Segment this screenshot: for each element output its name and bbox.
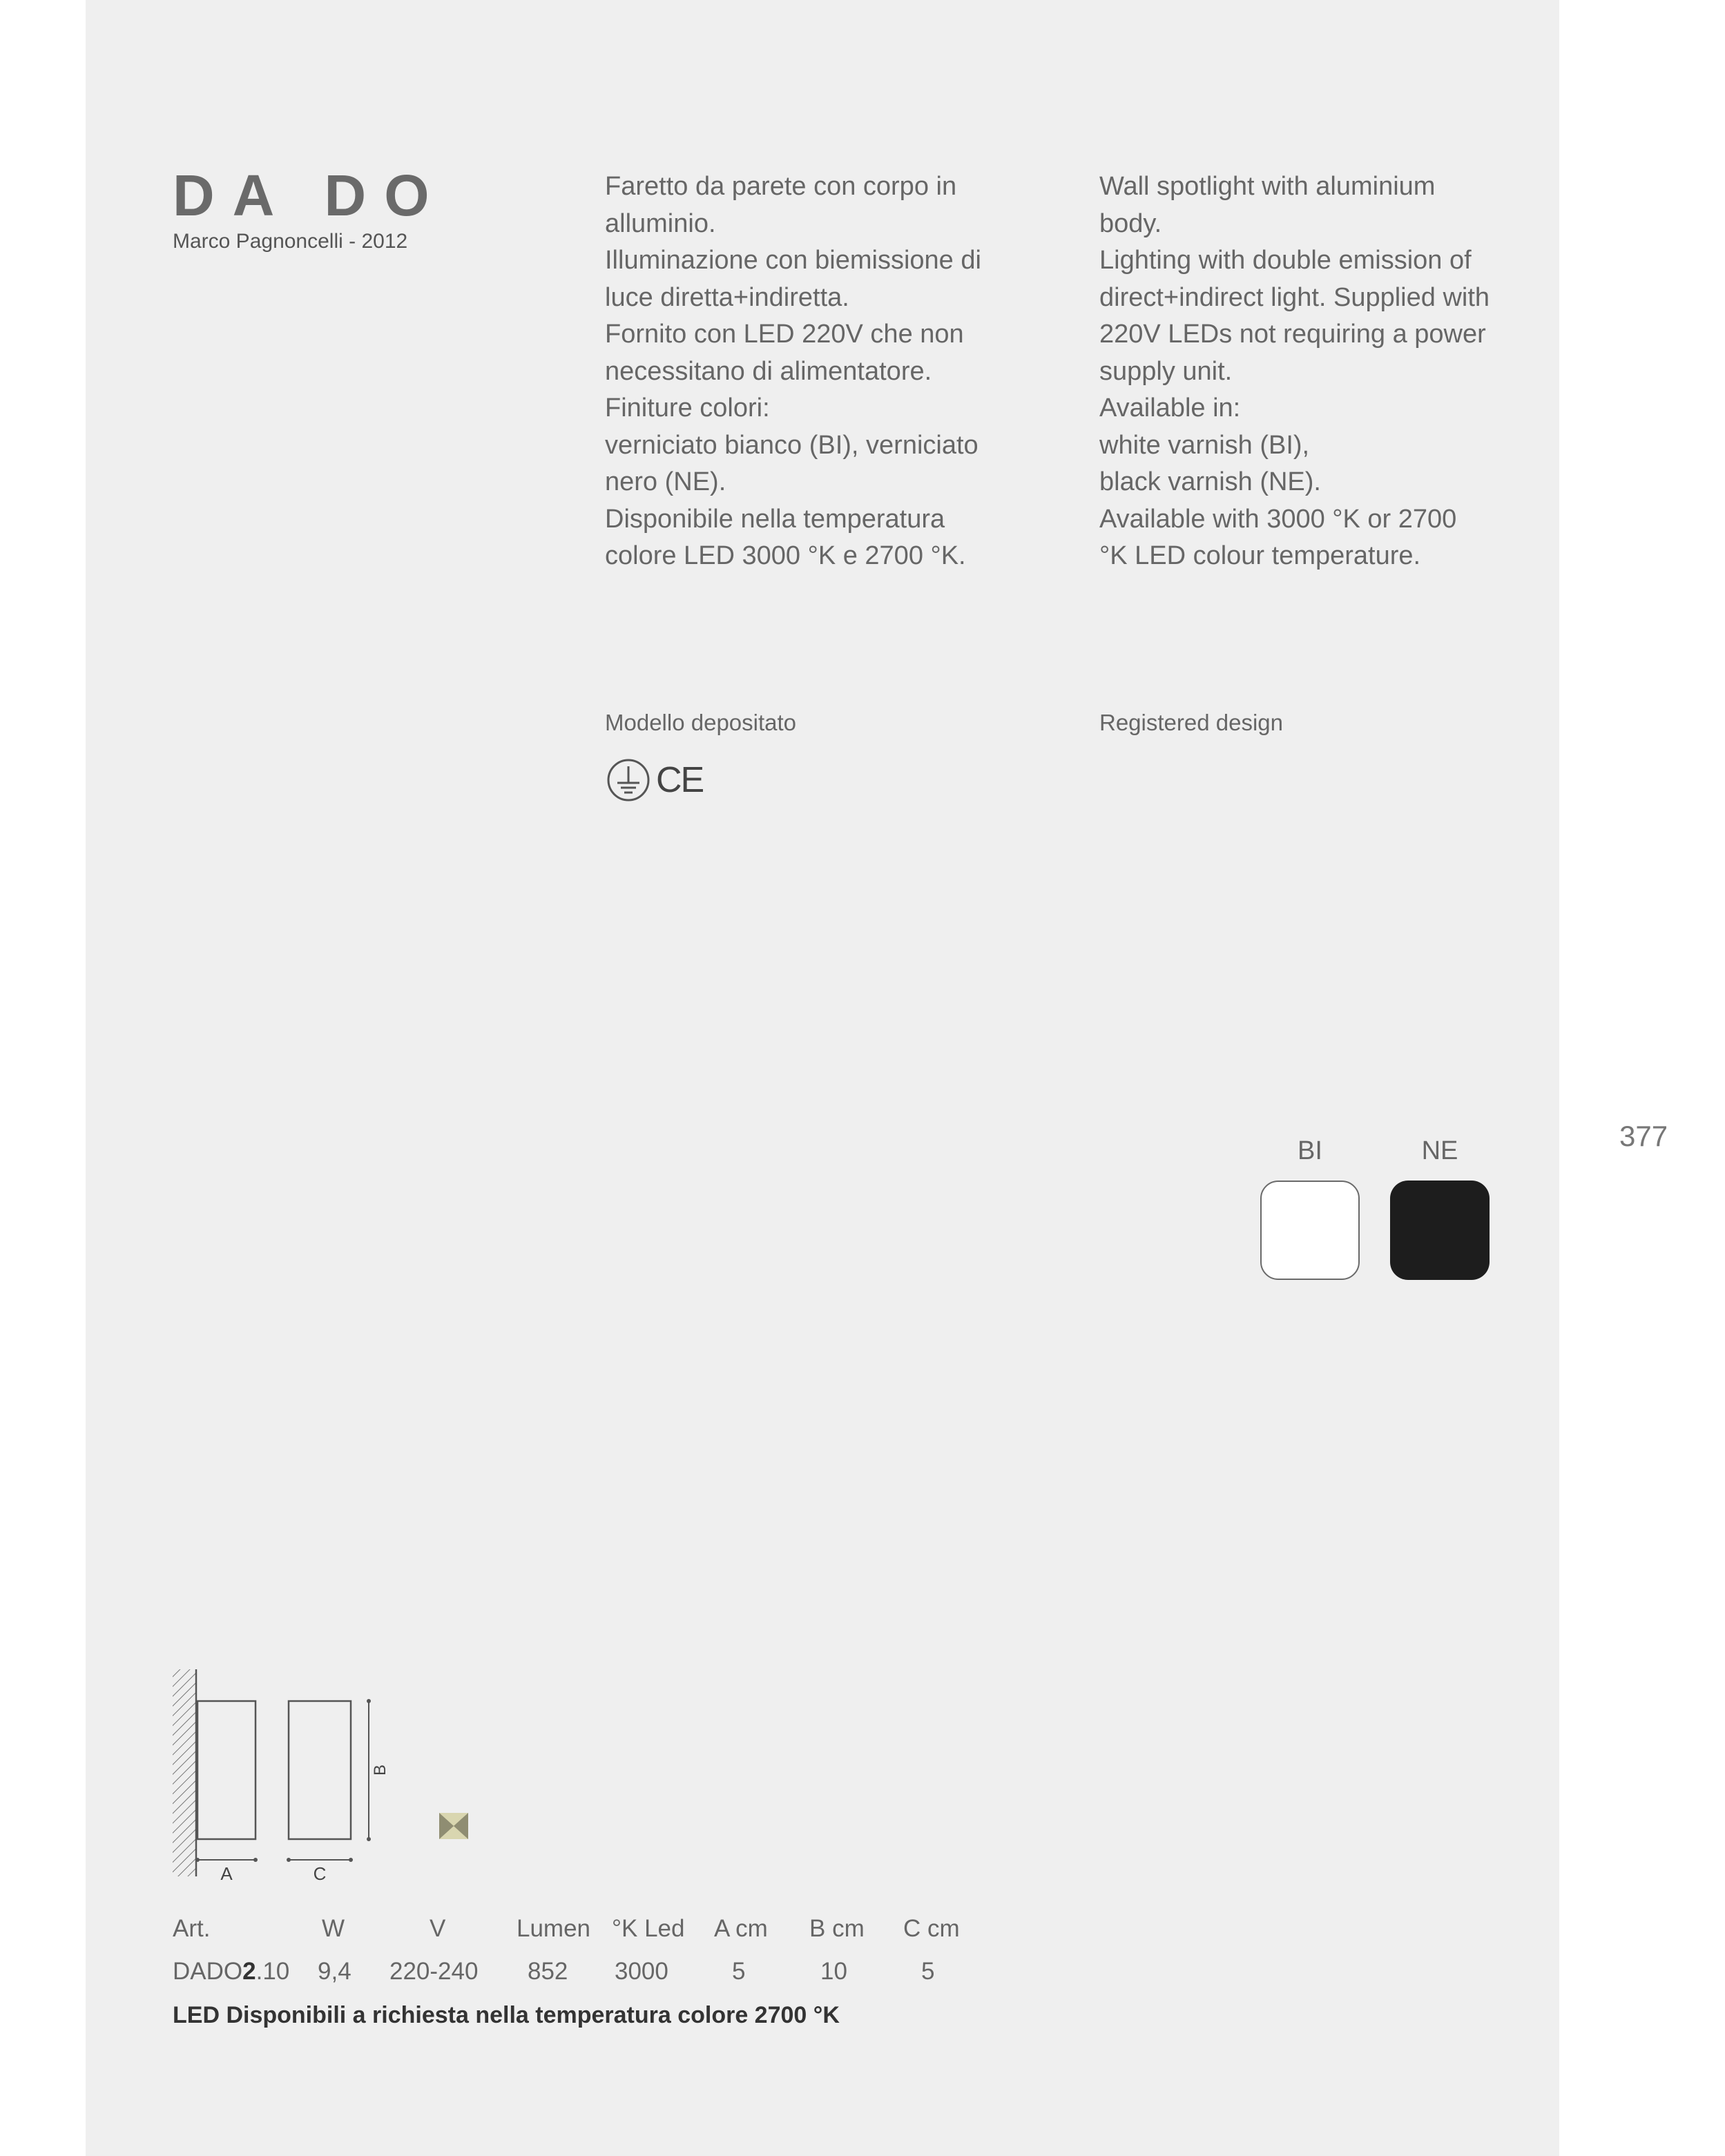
header-b-cm: B cm <box>809 1915 865 1942</box>
front-view-outline <box>289 1701 351 1839</box>
cell-lumen: 852 <box>528 1958 568 1985</box>
dimension-diagram <box>170 1669 488 1890</box>
dimension-a <box>195 1858 258 1884</box>
ground-symbol-icon <box>606 758 651 802</box>
header-c-cm: C cm <box>903 1915 960 1942</box>
desc-it-line: luce diretta+indiretta. <box>605 282 849 312</box>
availability-note: LED Disponibili a richiesta nella temperatura colore 2700 °K <box>173 2002 840 2028</box>
dimension-label-b: B <box>371 1764 389 1776</box>
cell-b: 10 <box>820 1958 847 1985</box>
cell-art: DADO2.10 <box>173 1958 290 1985</box>
desc-en-line: Available with 3000 °K or 2700 <box>1099 504 1457 534</box>
page-number: 377 <box>1619 1120 1668 1152</box>
cell-w: 9,4 <box>318 1958 351 1985</box>
dimension-c <box>287 1858 353 1884</box>
dimension-label-c: C <box>313 1863 327 1884</box>
ce-mark-icon: CE <box>656 760 704 800</box>
header-a-cm: A cm <box>714 1915 768 1942</box>
dimension-b <box>367 1699 389 1841</box>
header-lumen: Lumen <box>517 1915 591 1942</box>
desc-it-line: verniciato bianco (BI), verniciato <box>605 430 979 460</box>
finish-label-bi: BI <box>1298 1136 1322 1165</box>
desc-it-line: necessitano di alimentatore. <box>605 356 932 386</box>
description-english <box>1099 168 1514 575</box>
header-w: W <box>322 1915 345 1942</box>
desc-it-line: Faretto da parete con corpo in <box>605 172 957 201</box>
desc-en-line: direct+indirect light. Supplied with <box>1099 282 1490 312</box>
desc-en-line: Available in: <box>1099 394 1241 423</box>
desc-en-line: supply unit. <box>1099 356 1233 386</box>
header-art: Art. <box>173 1915 211 1942</box>
description-italian <box>605 168 1019 575</box>
side-view-outline <box>197 1701 256 1839</box>
finish-swatch-black <box>1390 1181 1490 1280</box>
header-k-led: °K Led <box>612 1915 685 1942</box>
desc-en-line: body. <box>1099 208 1162 238</box>
desc-en-line: 220V LEDs not requiring a power <box>1099 320 1486 349</box>
dimension-label-a: A <box>220 1863 233 1884</box>
registered-design-english: Registered design <box>1099 710 1283 735</box>
registered-design-italian: Modello depositato <box>605 710 797 735</box>
finish-swatch-white <box>1260 1181 1360 1280</box>
designer-credit: Marco Pagnoncelli - 2012 <box>173 230 408 253</box>
cell-v: 220-240 <box>389 1958 479 1985</box>
product-title: DA DO <box>173 163 447 228</box>
cell-c: 5 <box>921 1958 935 1985</box>
desc-it-line: Disponibile nella temperatura <box>605 504 945 534</box>
desc-it-line: Finiture colori: <box>605 394 770 423</box>
desc-en-line: Wall spotlight with aluminium <box>1099 172 1436 201</box>
finish-label-ne: NE <box>1421 1136 1458 1165</box>
desc-it-line: nero (NE). <box>605 467 726 496</box>
wall-hatching <box>173 1669 196 1876</box>
desc-en-line: white varnish (BI), <box>1099 430 1310 460</box>
light-emission-icon <box>439 1813 468 1839</box>
desc-it-line: Fornito con LED 220V che non <box>605 320 964 349</box>
desc-en-line: black varnish (NE). <box>1099 467 1321 496</box>
cell-k-led: 3000 <box>615 1958 668 1985</box>
cell-a: 5 <box>732 1958 746 1985</box>
desc-en-line: °K LED colour temperature. <box>1099 541 1421 570</box>
desc-it-line: colore LED 3000 °K e 2700 °K. <box>605 541 966 570</box>
desc-it-line: Illuminazione con biemissione di <box>605 246 981 275</box>
desc-it-line: alluminio. <box>605 208 716 238</box>
header-v: V <box>430 1915 446 1942</box>
desc-en-line: Lighting with double emission of <box>1099 246 1472 275</box>
certification-marks <box>606 758 703 802</box>
